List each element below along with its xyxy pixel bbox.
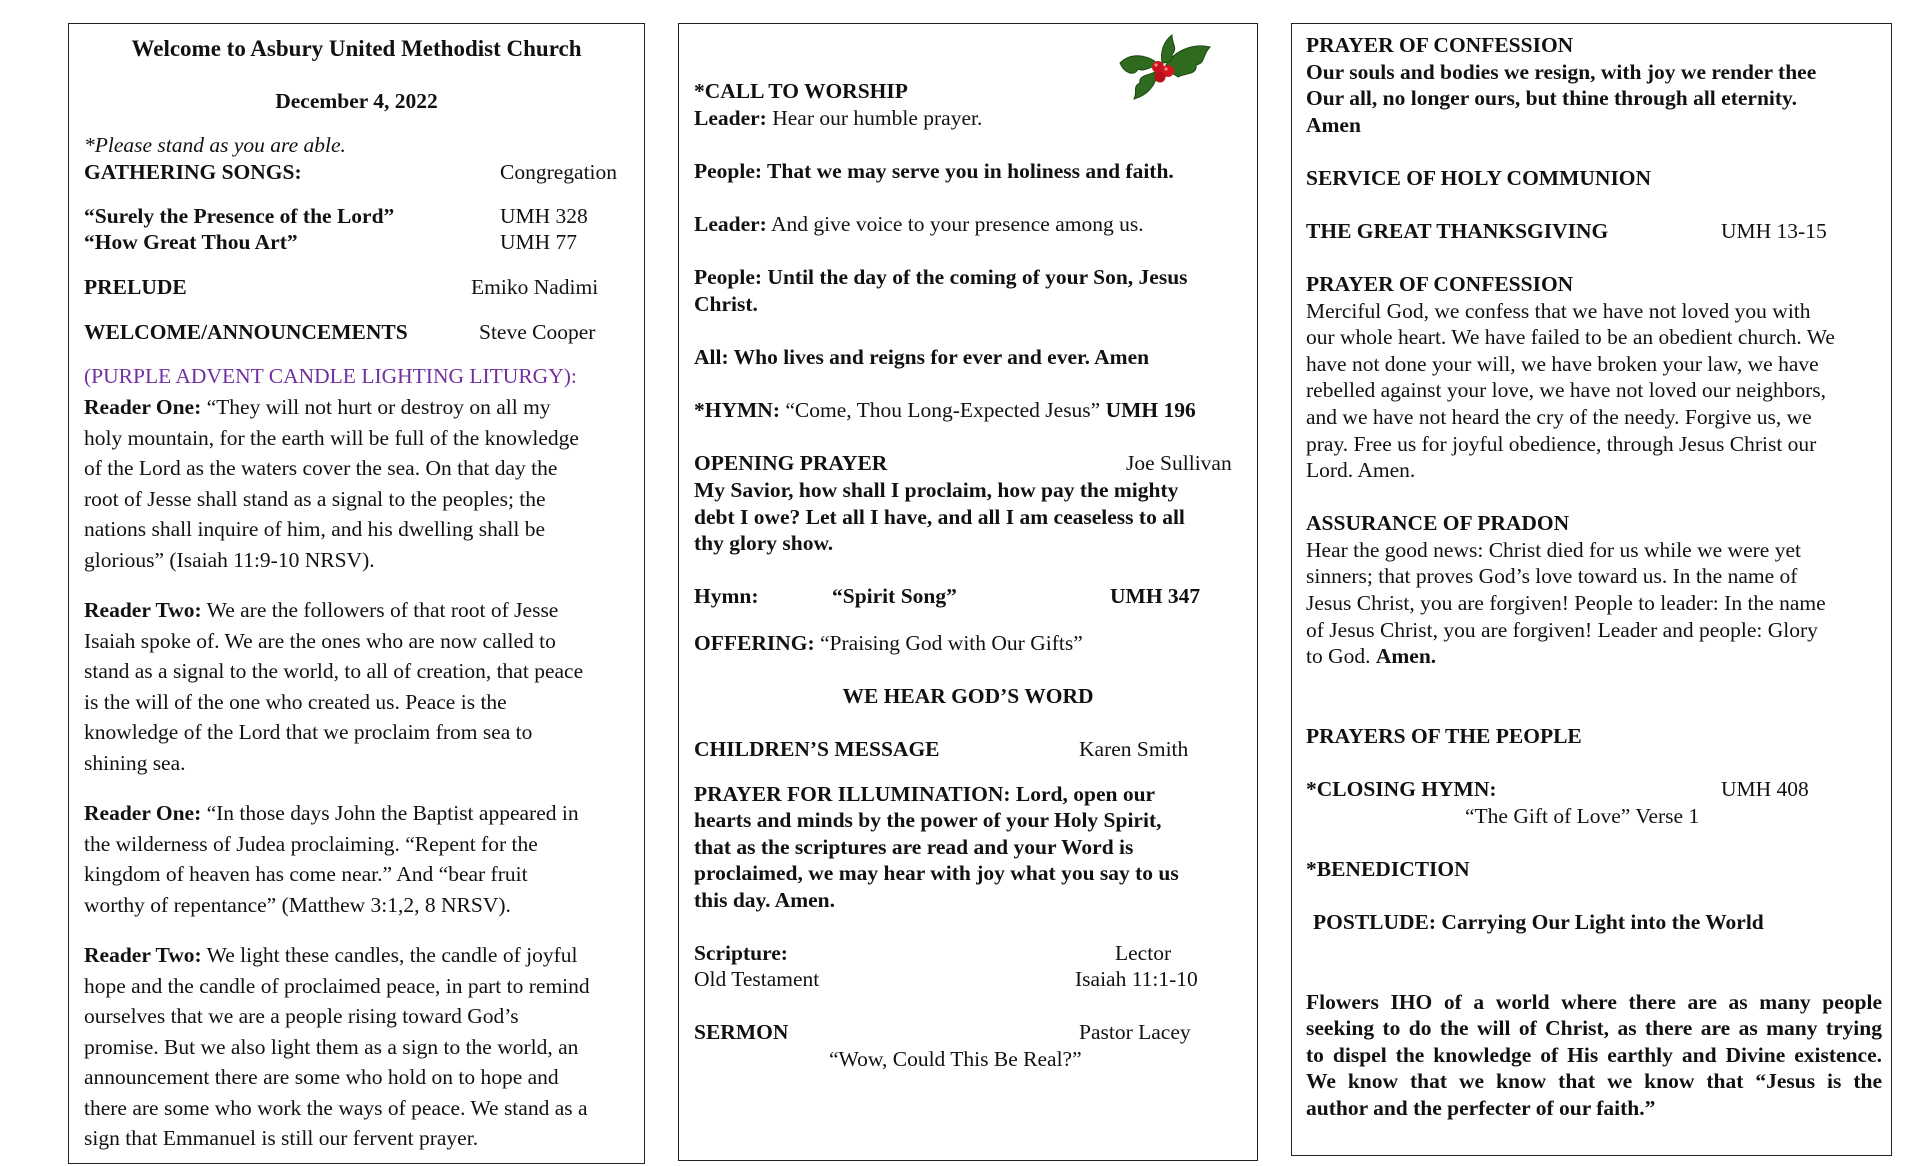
confession-2-text: pray. Free us for joyful obedience, through Jesus Christ our	[1306, 432, 1817, 456]
confession-2-text: our whole heart. We have failed to be an obedient church. We	[1306, 325, 1835, 349]
reading-line: stand as a signal to the world, to all of creation, that peace	[84, 659, 584, 683]
opening-prayer-label: OPENING PRAYER	[694, 451, 888, 475]
closing-hymn-label: *CLOSING HYMN:	[1306, 777, 1497, 801]
reading-line: holy mountain, for the earth will be full of the knowledge	[84, 426, 579, 450]
people-line-1: People: That we may serve you in holiness and faith.	[694, 159, 1174, 183]
reading-line: Isaiah spoke of. We are the ones who are now called to	[84, 629, 556, 653]
confession-2-heading: PRAYER OF CONFESSION	[1306, 272, 1574, 296]
flowers-dedication: to dispel the knowledge of His earthly and Divine existence.	[1306, 1043, 1882, 1067]
gathering-songs-label: GATHERING SONGS:	[84, 160, 302, 184]
confession-1-text: Our all, no longer ours, but thine through all eternity.	[1306, 86, 1797, 110]
holly-icon	[1112, 33, 1217, 103]
confession-2-text: rebelled against your love, we have not loved our neighbors,	[1306, 378, 1827, 402]
confession-1-text: Amen	[1306, 113, 1361, 137]
reading-line: hope and the candle of proclaimed peace, in part to remind	[84, 974, 590, 998]
scripture-reference: Isaiah 11:1-10	[1075, 967, 1198, 991]
scripture-testament: Old Testament	[694, 967, 820, 991]
welcome-announcements-leader: Steve Cooper	[479, 320, 596, 344]
reading-line: nations shall inquire of him, and his dwelling shall be	[84, 517, 545, 541]
illumination-prayer: PRAYER FOR ILLUMINATION: Lord, open our	[694, 782, 1156, 806]
reading-line: knowledge of the Lord that we proclaim from sea to	[84, 720, 533, 744]
reading-line: glorious” (Isaiah 11:9-10 NRSV).	[84, 548, 375, 572]
leader-line-1: Leader: Hear our humble prayer.	[694, 106, 983, 130]
reading-line: worthy of repentance” (Matthew 3:1,2, 8 NRSV).	[84, 893, 511, 917]
reading-line: shining sea.	[84, 751, 186, 775]
reading-line: Reader One: “They will not hurt or destroy on all my	[84, 395, 551, 419]
prelude-performer: Emiko Nadimi	[471, 275, 599, 299]
reader-label: Reader Two:	[84, 598, 202, 622]
hymn-spirit-song-title: “Spirit Song”	[832, 584, 957, 608]
advent-liturgy-heading: (PURPLE ADVENT CANDLE LIGHTING LITURGY):	[84, 364, 577, 388]
welcome-announcements-label: WELCOME/ANNOUNCEMENTS	[84, 320, 408, 344]
song-2-hymnal: UMH 77	[500, 230, 578, 254]
great-thanksgiving-hymnal: UMH 13-15	[1721, 219, 1827, 243]
flowers-dedication: author and the perfecter of our faith.”	[1306, 1096, 1656, 1120]
people-line-2: People: Until the day of the coming of your Son, Jesus	[694, 265, 1188, 289]
confession-2-text: Lord. Amen.	[1306, 458, 1416, 482]
church-welcome-title: Welcome to Asbury United Methodist Church	[131, 36, 582, 61]
flowers-dedication: seeking to do the will of Christ, as there are as many trying	[1306, 1016, 1882, 1040]
reading-line: announcement there are some who hold on to hope and	[84, 1065, 559, 1089]
hymn-spirit-song-label: Hymn:	[694, 584, 759, 608]
opening-prayer-text: debt I owe? Let all I have, and all I am ceaseless to all	[694, 505, 1185, 529]
flowers-dedication: We know that we know that we know that “Jesus is the	[1306, 1069, 1882, 1093]
leader-line-2: Leader: And give voice to your presence among us.	[694, 212, 1144, 236]
reading-line: there are some who work the ways of peace. We stand as a	[84, 1096, 588, 1120]
sermon-label: SERMON	[694, 1020, 789, 1044]
childrens-message-label: CHILDREN’S MESSAGE	[694, 737, 940, 761]
scripture-reader: Lector	[1115, 941, 1172, 965]
opening-prayer-leader: Joe Sullivan	[1126, 451, 1232, 475]
reading-line: is the will of the one who created us. Peace is the	[84, 690, 507, 714]
service-date: December 4, 2022	[275, 89, 438, 113]
confession-2-text: and we have not heard the cry of the needy. Forgive us, we	[1306, 405, 1812, 429]
closing-hymn-title: “The Gift of Love” Verse 1	[1465, 804, 1700, 828]
hymn-spirit-song-number: UMH 347	[1110, 584, 1201, 608]
childrens-message-leader: Karen Smith	[1079, 737, 1189, 761]
reading-line: the wilderness of Judea proclaiming. “Repent for the	[84, 832, 538, 856]
illumination-prayer: proclaimed, we may hear with joy what you say to us	[694, 861, 1179, 885]
reading-line: of the Lord as the waters cover the sea. On that day the	[84, 456, 558, 480]
reader-label: Reader Two:	[84, 943, 202, 967]
sermon-title: “Wow, Could This Be Real?”	[829, 1047, 1082, 1071]
confession-2-text: have not done your will, we have broken your law, we have	[1306, 352, 1819, 376]
reading-line: Reader Two: We are the followers of that root of Jesse	[84, 598, 559, 622]
sermon-preacher: Pastor Lacey	[1079, 1020, 1191, 1044]
hymn-come-thou: *HYMN: “Come, Thou Long-Expected Jesus” UMH 196	[694, 398, 1196, 422]
all-response-line: All: Who lives and reigns for ever and ever. Amen	[694, 345, 1150, 369]
song-1-title: “Surely the Presence of the Lord”	[84, 204, 395, 228]
illumination-prayer: hearts and minds by the power of your Holy Spirit,	[694, 808, 1162, 832]
scripture-label: Scripture:	[694, 941, 788, 965]
offering-line: OFFERING: “Praising God with Our Gifts”	[694, 631, 1083, 655]
flowers-dedication: Flowers IHO of a world where there are as many people	[1306, 990, 1882, 1014]
reader-label: Reader One:	[84, 395, 202, 419]
reader-label: Reader One:	[84, 801, 202, 825]
assurance-text: of Jesus Christ, you are forgiven! Leader and people: Glory	[1306, 618, 1818, 642]
people-line-2-cont: Christ.	[694, 292, 758, 316]
reading-line: root of Jesse shall stand as a signal to the peoples; the	[84, 487, 546, 511]
assurance-text: to God. Amen.	[1306, 644, 1437, 668]
confession-2-text: Merciful God, we confess that we have not loved you with	[1306, 299, 1811, 323]
holy-communion-heading: SERVICE OF HOLY COMMUNION	[1306, 166, 1652, 190]
confession-1-text: Our souls and bodies we resign, with joy we render thee	[1306, 60, 1817, 84]
assurance-text: Hear the good news: Christ died for us while we were yet	[1306, 538, 1801, 562]
we-hear-gods-word-heading: WE HEAR GOD’S WORD	[842, 684, 1094, 708]
reading-line: kingdom of heaven has come near.” And “bear fruit	[84, 862, 528, 886]
opening-prayer-text: thy glory show.	[694, 531, 834, 555]
illumination-prayer: that as the scriptures are read and your Word is	[694, 835, 1134, 859]
closing-hymn-number: UMH 408	[1721, 777, 1809, 801]
postlude-line: POSTLUDE: Carrying Our Light into the World	[1313, 910, 1764, 934]
reading-line: Reader One: “In those days John the Baptist appeared in	[84, 801, 579, 825]
reading-line: promise. But we also light them as a sign to the world, an	[84, 1035, 579, 1059]
prayers-of-the-people-heading: PRAYERS OF THE PEOPLE	[1306, 724, 1582, 748]
reading-line: sign that Emmanuel is still our fervent prayer.	[84, 1126, 479, 1150]
song-1-hymnal: UMH 328	[500, 204, 588, 228]
bulletin-panel-right	[1291, 23, 1892, 1156]
assurance-text: sinners; that proves God’s love toward us. In the name of	[1306, 564, 1798, 588]
opening-prayer-text: My Savior, how shall I proclaim, how pay the mighty	[694, 478, 1179, 502]
song-2-title: “How Great Thou Art”	[84, 230, 298, 254]
reading-line: ourselves that we are a people rising toward God’s	[84, 1004, 519, 1028]
confession-1-heading: PRAYER OF CONFESSION	[1306, 33, 1574, 57]
assurance-text: Jesus Christ, you are forgiven! People to leader: In the name	[1306, 591, 1826, 615]
benediction-heading: *BENEDICTION	[1306, 857, 1470, 881]
assurance-heading: ASSURANCE OF PRADON	[1306, 511, 1570, 535]
stand-note: *Please stand as you are able.	[84, 133, 346, 157]
illumination-prayer: this day. Amen.	[694, 888, 835, 912]
great-thanksgiving-label: THE GREAT THANKSGIVING	[1306, 219, 1609, 243]
gathering-songs-value: Congregation	[500, 160, 618, 184]
call-to-worship-heading: *CALL TO WORSHIP	[694, 79, 908, 103]
prelude-label: PRELUDE	[84, 275, 187, 299]
reading-line: Reader Two: We light these candles, the candle of joyful	[84, 943, 578, 967]
